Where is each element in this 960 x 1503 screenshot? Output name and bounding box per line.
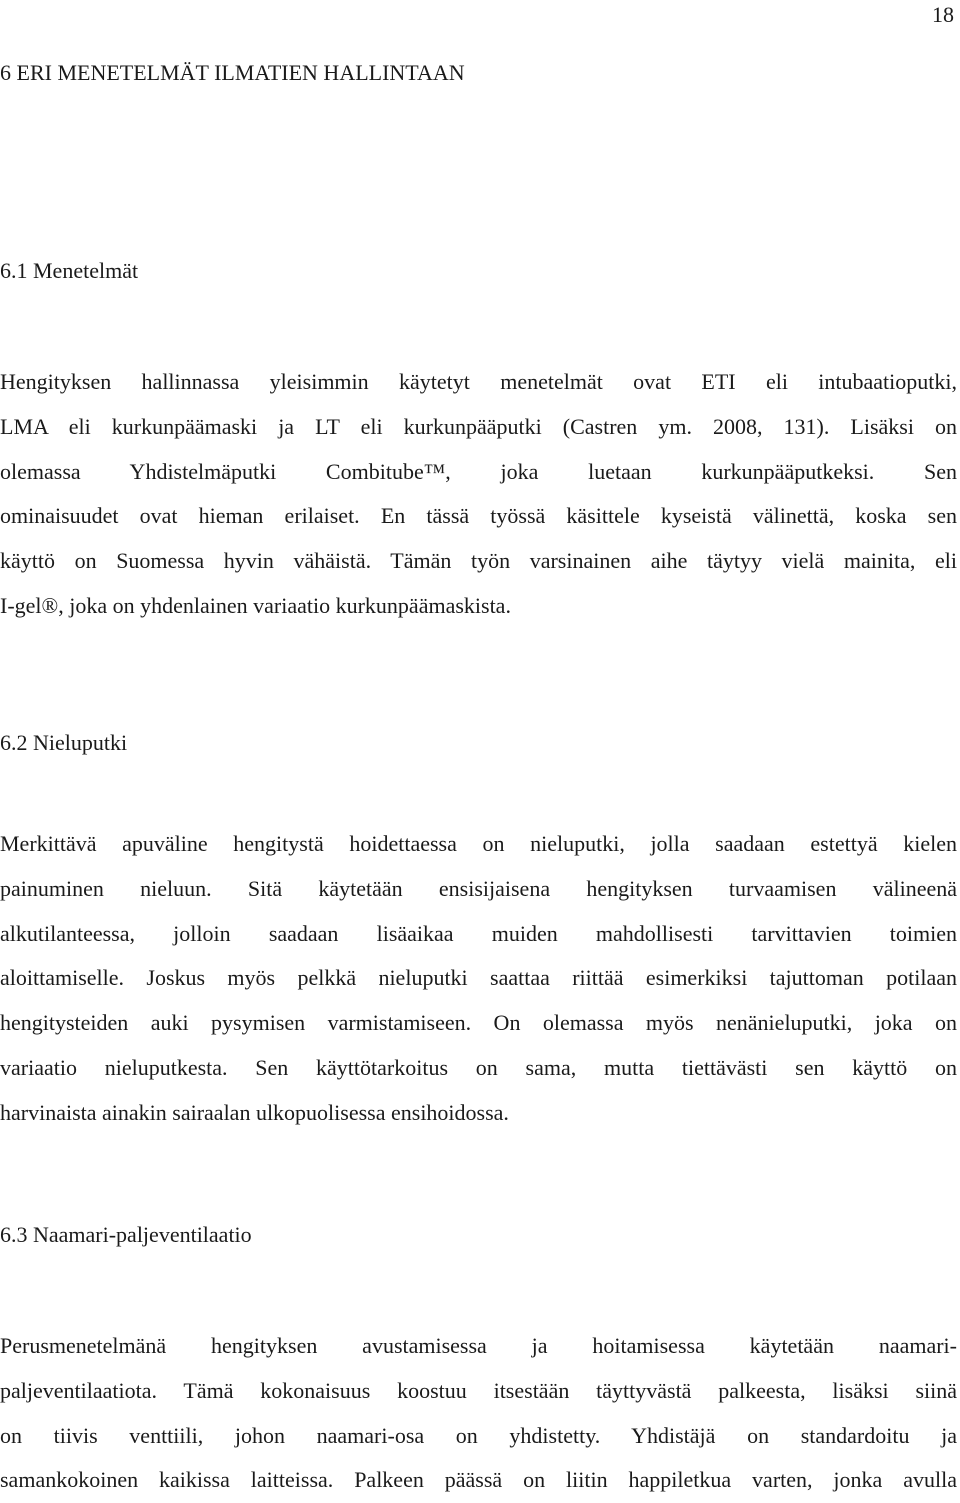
paragraph-nieluputki [0, 822, 957, 1136]
paragraph-naamari-paljeventilaatio [0, 1324, 957, 1503]
paragraph-line: on tiivis venttiili, johon naamari-osa on yhdistetty. Yhdistäjä on standardoitu ja [0, 1422, 957, 1448]
paragraph-line: Merkittävä apuväline hengitystä hoidettaessa on nieluputki, jolla saadaan estettyä kielen [0, 831, 957, 856]
paragraph-line: alkutilanteessa, jolloin saadaan lisäaikaa muiden mahdollisesti tarvittavien toimien [0, 920, 957, 946]
paragraph-line: hengitysteiden auki pysymisen varmistamiseen. On olemassa myös nenänieluputki, joka on [0, 1010, 957, 1036]
chapter-heading: 6 ERI MENETELMÄT ILMATIEN HALLINTAAN [0, 60, 465, 85]
paragraph-line: Hengityksen hallinnassa yleisimmin käytetyt menetelmät ovat ETI eli intubaatioputki, [0, 369, 957, 394]
paragraph-line: LMA eli kurkunpäämaski ja LT eli kurkunpääputki (Castren ym. 2008, 131). Lisäksi on [0, 413, 957, 439]
section-heading-6-3: 6.3 Naamari-paljeventilaatio [0, 1222, 252, 1247]
paragraph-line: I-gel®, joka on yhdenlainen variaatio kurkunpäämaskista. [0, 592, 511, 618]
paragraph-menetelmat [0, 360, 957, 629]
paragraph-line: variaatio nieluputkesta. Sen käyttötarkoitus on sama, mutta tiettävästi sen käyttö on [0, 1054, 957, 1080]
paragraph-line: olemassa Yhdistelmäputki Combitube™, joka luetaan kurkunpääputkeksi. Sen [0, 458, 957, 484]
paragraph-line: Perusmenetelmänä hengityksen avustamisessa ja hoitamisessa käytetään naamari- [0, 1333, 957, 1358]
paragraph-line: painuminen nieluun. Sitä käytetään ensisijaisena hengityksen turvaamisen välineenä [0, 875, 957, 901]
page-number: 18 [932, 2, 954, 27]
section-heading-6-1: 6.1 Menetelmät [0, 258, 139, 283]
section-heading-6-2: 6.2 Nieluputki [0, 730, 128, 755]
paragraph-line: samankokoinen kaikissa laitteissa. Palkeen päässä on liitin happiletkua varten, jonka avulla [0, 1467, 957, 1493]
paragraph-line: käyttö on Suomessa hyvin vähäistä. Tämän työn varsinainen aihe täytyy vielä mainita, eli [0, 548, 957, 574]
paragraph-line: aloittamiselle. Joskus myös pelkkä nieluputki saattaa riittää esimerkiksi tajuttoman potilaan [0, 965, 957, 991]
paragraph-line: paljeventilaatiota. Tämä kokonaisuus koostuu itsestään täyttyvästä palkeesta, lisäksi siinä [0, 1377, 957, 1403]
paragraph-line: harvinaista ainakin sairaalan ulkopuolisessa ensihoidossa. [0, 1099, 509, 1125]
paragraph-line: ominaisuudet ovat hieman erilaiset. En tässä työssä käsittele kyseistä välinettä, koska sen [0, 503, 957, 529]
